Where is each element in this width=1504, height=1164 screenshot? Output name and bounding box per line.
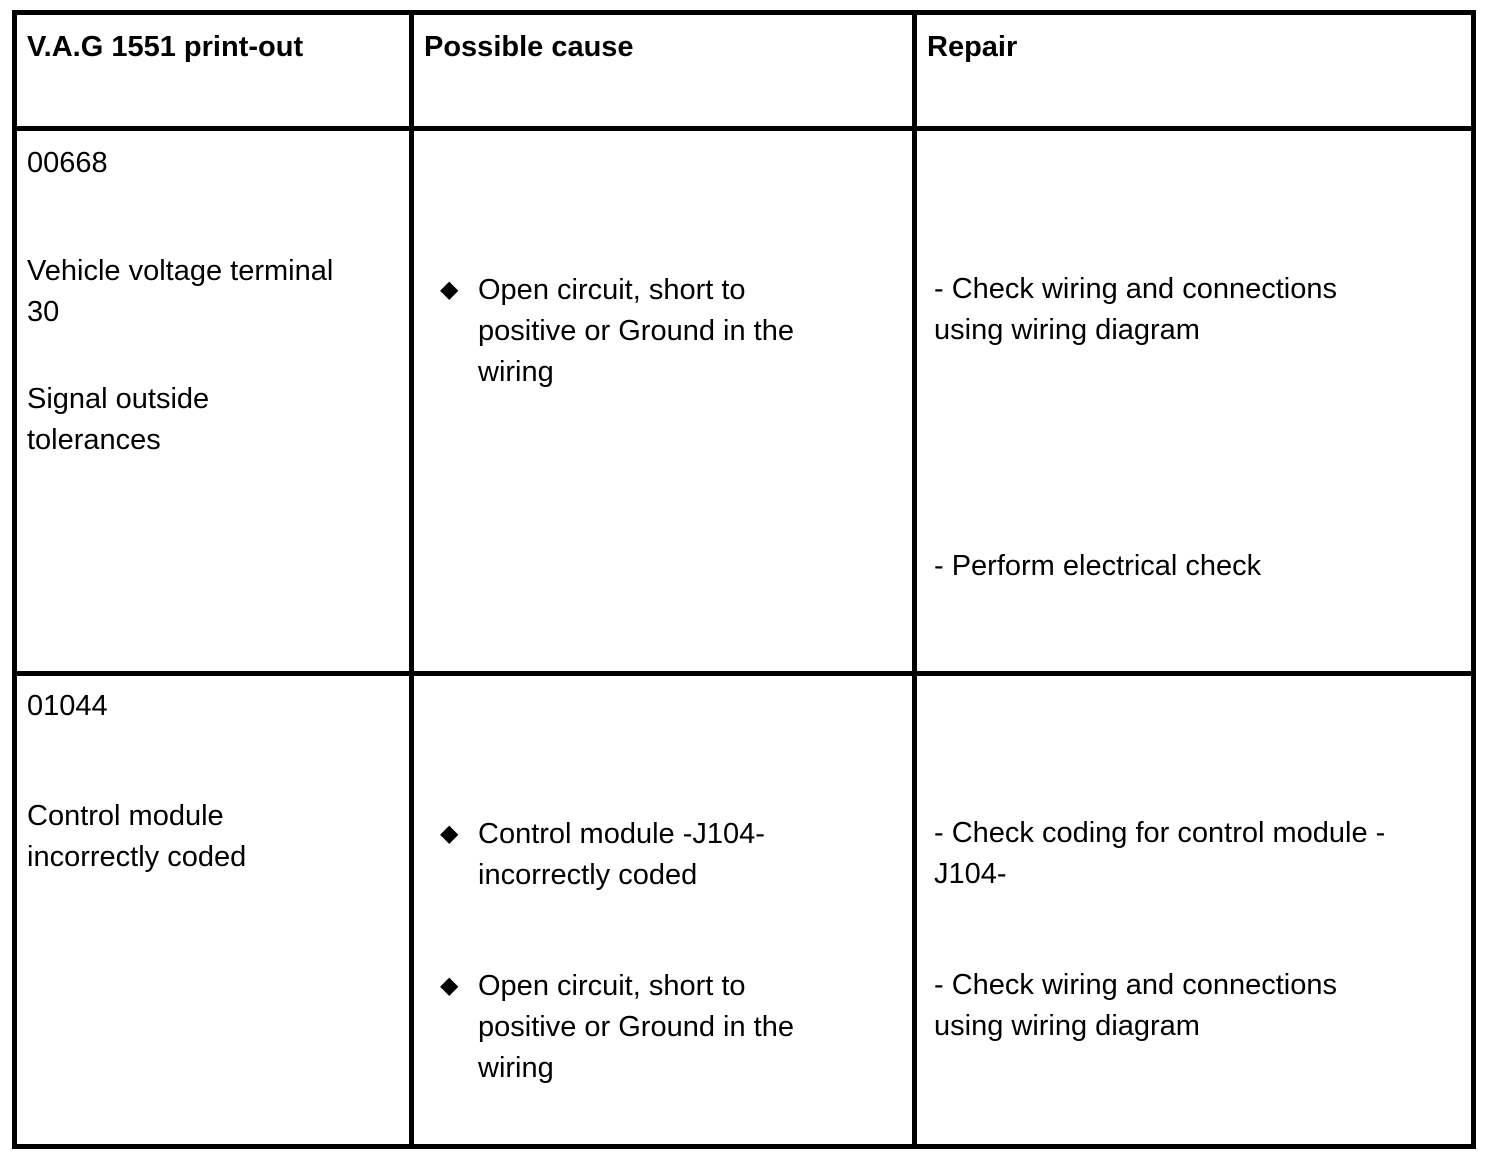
cause-line: incorrectly coded (478, 859, 698, 891)
header-cell-cause (412, 13, 915, 129)
cause-line: positive or Ground in the (478, 1011, 794, 1043)
repair-cell (915, 129, 1474, 674)
printout-cell (15, 674, 412, 1147)
diamond-bullet-icon: ◆ (440, 820, 459, 847)
table-row (15, 674, 1474, 1147)
diamond-bullet-icon: ◆ (440, 972, 459, 999)
header-cell-printout (15, 13, 412, 129)
fault-description-line: incorrectly coded (27, 841, 247, 873)
fault-description-line: Vehicle voltage terminal (27, 255, 334, 287)
cause-line: Open circuit, short to (478, 970, 746, 1002)
repair-line: using wiring diagram (934, 1010, 1200, 1042)
table-header-row (15, 13, 1474, 129)
cause-line: Control module -J104- (478, 818, 765, 850)
repair-line: using wiring diagram (934, 314, 1200, 346)
cause-line: wiring (478, 1052, 554, 1084)
table-row (15, 129, 1474, 674)
cause-line: wiring (478, 356, 554, 388)
fault-status-line: tolerances (27, 424, 161, 456)
fault-description-line: Control module (27, 800, 224, 832)
fault-status-line: Signal outside (27, 383, 210, 415)
repair-line: J104- (934, 858, 1007, 890)
header-cell-repair (915, 13, 1474, 129)
header-repair: Repair (927, 31, 1018, 63)
header-cause: Possible cause (424, 31, 634, 63)
repair-line: - Perform electrical check (934, 550, 1262, 582)
repair-cell (915, 674, 1474, 1147)
cause-line: positive or Ground in the (478, 315, 794, 347)
cause-cell (412, 674, 915, 1147)
fault-code-table (12, 10, 1476, 1149)
cause-line: Open circuit, short to (478, 274, 746, 306)
repair-line: - Check wiring and connections (934, 969, 1337, 1001)
fault-code: 00668 (27, 147, 108, 179)
fault-description-line: 30 (27, 296, 60, 328)
header-printout: V.A.G 1551 print-out (27, 31, 304, 63)
diamond-bullet-icon: ◆ (440, 276, 459, 303)
repair-line: - Check coding for control module - (934, 817, 1386, 849)
printout-cell (15, 129, 412, 674)
cause-cell (412, 129, 915, 674)
repair-line: - Check wiring and connections (934, 273, 1337, 305)
fault-code: 01044 (27, 690, 108, 722)
